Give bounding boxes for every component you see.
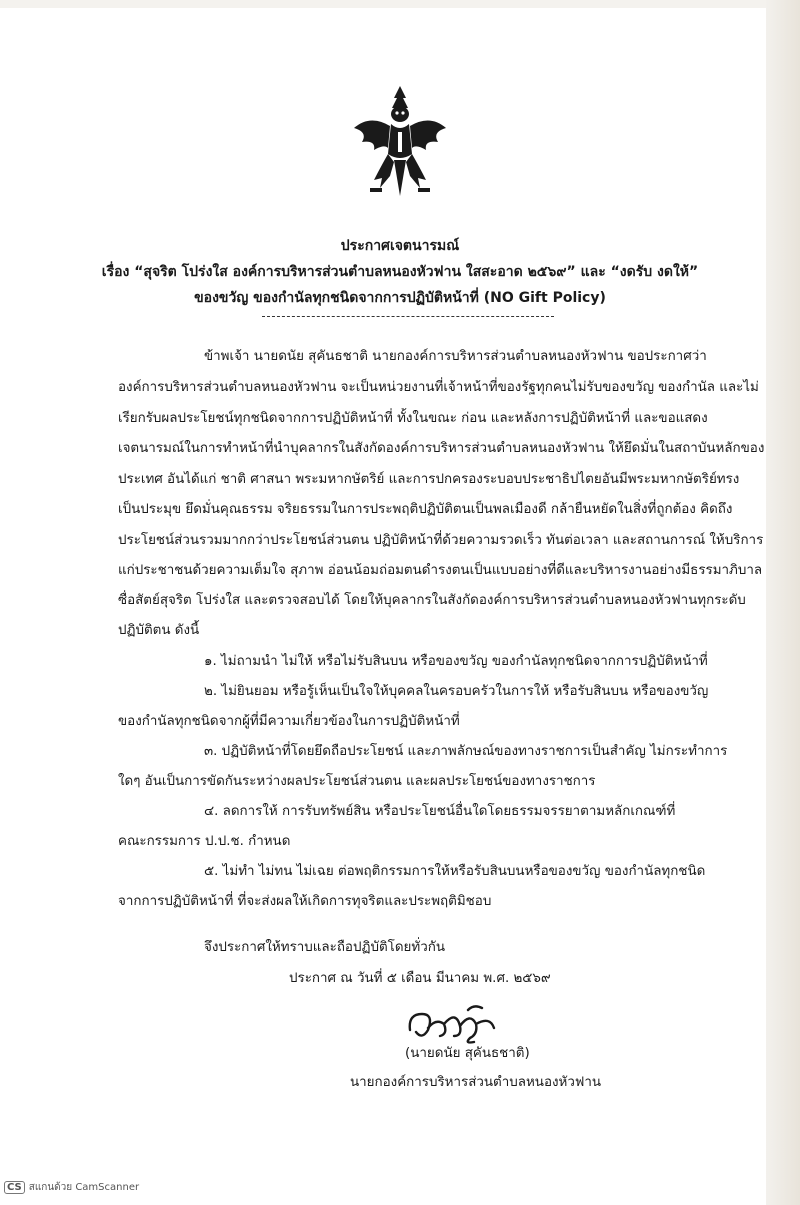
body-line: ซื่อสัตย์สุจริต โปร่งใส และตรวจสอบได้ โดยให้บุคลากรในสังกัดองค์การบริหารส่วนตำบลหนองหัวฟานทุกระดับ xyxy=(118,593,746,608)
list-item: ใดๆ อันเป็นการขัดกันระหว่างผลประโยชน์ส่วนตน และผลประโยชน์ของทางราชการ xyxy=(118,774,596,789)
handwritten-signature xyxy=(404,1000,504,1046)
scanner-watermark xyxy=(4,1180,139,1195)
body-line: ข้าพเจ้า นายดนัย สุคันธชาติ นายกองค์การบริหารส่วนตำบลหนองหัวฟาน ขอประกาศว่า xyxy=(204,349,707,364)
body-line: องค์การบริหารส่วนตำบลหนองหัวฟาน จะเป็นหน่วยงานที่เจ้าหน้าที่ของรัฐทุกคนไม่รับของขวัญ ของกำนัล และไม่ xyxy=(118,380,759,395)
body-line: เรียกรับผลประโยชน์ทุกชนิดจากการปฏิบัติหน้าที่ ทั้งในขณะ ก่อน และหลังการปฏิบัติหน้าที่ และขอแสดง xyxy=(118,411,708,426)
garuda-emblem-icon xyxy=(350,84,450,202)
signer-title: นายกองค์การบริหารส่วนตำบลหนองหัวฟาน xyxy=(350,1075,602,1090)
signer-name: (นายดนัย สุคันธชาติ) xyxy=(405,1046,530,1061)
list-item: ๔. ลดการให้ การรับทรัพย์สิน หรือประโยชน์อื่นใดโดยธรรมจรรยาตามหลักเกณฑ์ที่ xyxy=(204,804,676,819)
subject-line-2: ของขวัญ ของกำนัลทุกชนิดจากการปฏิบัติหน้าที่ (NO Gift Policy) xyxy=(194,290,606,306)
camscanner-logo: CS xyxy=(4,1181,25,1194)
body-line: ประเทศ อันได้แก่ ชาติ ศาสนา พระมหากษัตริย์ และการปกครองระบอบประชาธิปไตยอันมีพระมหากษัตริย์ทรง xyxy=(118,472,740,487)
title-divider xyxy=(262,316,554,317)
list-item: คณะกรรมการ ป.ป.ช. กำหนด xyxy=(118,834,291,849)
list-item: ๑. ไม่ถามนำ ไม่ให้ หรือไม่รับสินบน หรือของขวัญ ของกำนัลทุกชนิดจากการปฏิบัติหน้าที่ xyxy=(204,654,708,669)
scanner-text: สแกนด้วย CamScanner xyxy=(28,1182,140,1193)
closing-announce: จึงประกาศให้ทราบและถือปฏิบัติโดยทั่วกัน xyxy=(204,940,446,955)
announce-date: ประกาศ ณ วันที่ ๕ เดือน มีนาคม พ.ศ. ๒๕๖๙ xyxy=(289,971,551,986)
body-line: ปฏิบัติตน ดังนี้ xyxy=(118,623,200,638)
body-line: แก่ประชาชนด้วยความเต็มใจ สุภาพ อ่อนน้อมถ่อมตนดำรงตนเป็นแบบอย่างที่ดีและบริหารงานอย่างมีธรรมาภิบาล xyxy=(118,563,763,578)
list-item: ๕. ไม่ทำ ไม่ทน ไม่เฉย ต่อพฤติกรรมการให้หรือรับสินบนหรือของขวัญ ของกำนัลทุกชนิด xyxy=(204,864,706,879)
list-item: ๓. ปฏิบัติหน้าที่โดยยึดถือประโยชน์ และภาพลักษณ์ของทางราชการเป็นสำคัญ ไม่กระทำการ xyxy=(204,744,728,759)
list-item: ของกำนัลทุกชนิดจากผู้ที่มีความเกี่ยวข้องในการปฏิบัติหน้าที่ xyxy=(118,714,460,729)
subject-line-1: เรื่อง “สุจริต โปร่งใส องค์การบริหารส่วนตำบลหนองหัวฟาน ใสสะอาด ๒๕๖๙” และ “งดรับ งดให้” xyxy=(101,264,699,280)
body-line: เป็นประมุข ยึดมั่นคุณธรรม จริยธรรมในการประพฤติปฏิบัติตนเป็นพลเมืองดี กล้ายืนหยัดในสิ่งที่ถูกต้อง คิดถึง xyxy=(118,502,733,517)
body-line: ประโยชน์ส่วนรวมมากกว่าประโยชน์ส่วนตน ปฏิบัติหน้าที่ด้วยความรวดเร็ว ทันต่อเวลา และสถานการณ์ ให้บริการ xyxy=(118,533,764,548)
body-line: เจตนารมณ์ในการทำหน้าที่นำบุคลากรในสังกัดองค์การบริหารส่วนตำบลหนองหัวฟาน ให้ยึดมั่นในสถาบันหลักของ xyxy=(118,441,765,456)
document-title: ประกาศเจตนารมณ์ xyxy=(340,238,460,254)
list-item: จากการปฏิบัติหน้าที่ ที่จะส่งผลให้เกิดการทุจริตและประพฤติมิชอบ xyxy=(118,894,492,909)
list-item: ๒. ไม่ยินยอม หรือรู้เห็นเป็นใจให้บุคคลในครอบครัวในการให้ หรือรับสินบน หรือของขวัญ xyxy=(204,684,709,699)
